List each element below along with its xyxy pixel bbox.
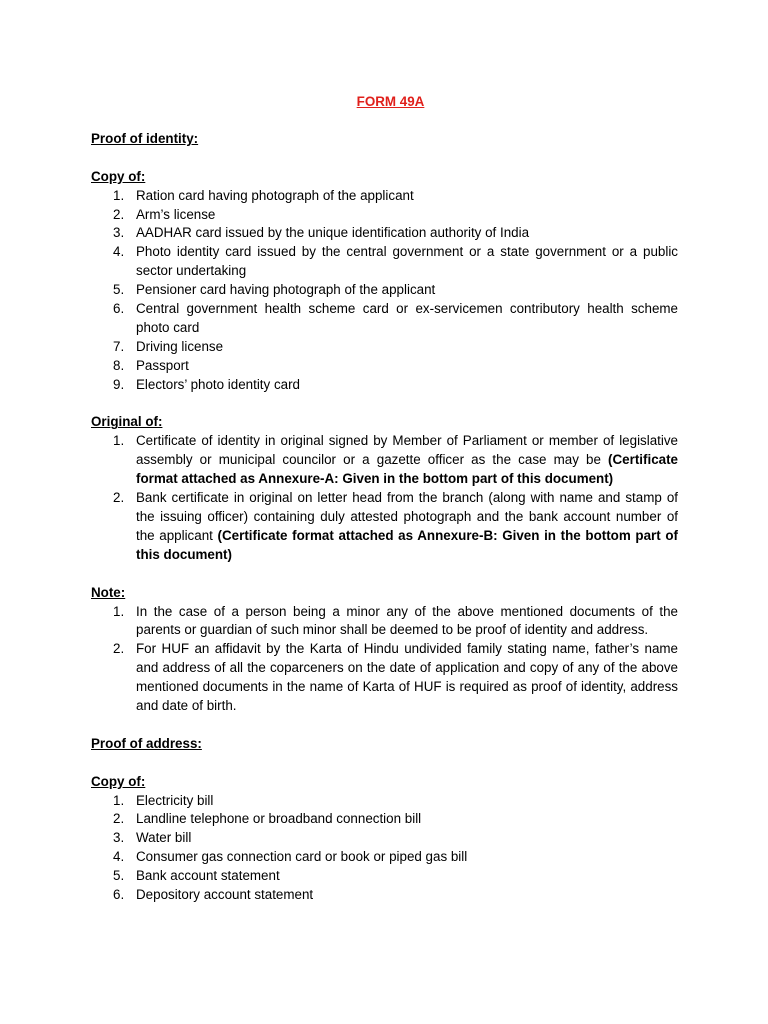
annexure-a-note: (Certificate format attached as Annexure-A: Given in the bottom part of this document) xyxy=(136,452,678,487)
form-title: FORM 49A xyxy=(356,94,425,109)
list-item: 2. Landline telephone or broadband connection bill xyxy=(113,811,422,827)
list-item: 8. Passport xyxy=(113,357,189,373)
identity-copy-of-heading: Copy of: xyxy=(91,168,146,184)
document-page xyxy=(91,93,678,905)
identity-original-list xyxy=(91,432,678,564)
identity-original-of-heading: Original of: xyxy=(91,414,163,430)
list-item: 5. Pensioner card having photograph of the applicant xyxy=(113,282,436,298)
proof-of-identity-heading: Proof of identity: xyxy=(91,130,199,146)
list-item: 2. Bank certificate in original on letter head from the branch (along with name and stamp of the issuing officer) containing duly attested photograph and the bank account number of the applicant (Certificate format attached as Annexure-B: Given in the bottom part of this document) xyxy=(113,490,678,562)
address-copy-of-heading: Copy of: xyxy=(91,773,146,789)
list-item: 2. Arm’s license xyxy=(113,206,216,222)
list-item: 6. Depository account statement xyxy=(113,887,314,903)
list-item: 6. Central government health scheme card or ex-servicemen contributory health scheme photo card xyxy=(113,301,678,335)
list-item: 2. For HUF an affidavit by the Karta of Hindu undivided family stating name, father’s name and address of all the coparceners on the date of application and copy of any of the above mentioned documents in the name of Karta of HUF is required as proof of identity, address and date of birth. xyxy=(113,641,678,714)
identity-copy-list xyxy=(91,187,678,395)
list-item: 1. Ration card having photograph of the applicant xyxy=(113,187,414,203)
list-item: 1. Certificate of identity in original signed by Member of Parliament or member of legislative assembly or municipal councilor or a gazette officer as the case may be (Certificate format attached as Annexure-A: Given in the bottom part of this document) xyxy=(113,433,678,487)
proof-of-address-heading: Proof of address: xyxy=(91,735,202,751)
list-item: 4. Consumer gas connection card or book or piped gas bill xyxy=(113,849,468,865)
list-item: 3. AADHAR card issued by the unique identification authority of India xyxy=(113,225,530,241)
note-heading: Note: xyxy=(91,584,126,600)
list-item: 1. In the case of a person being a minor any of the above mentioned documents of the parents or guardian of such minor shall be deemed to be proof of identity and address. xyxy=(113,603,678,638)
list-item: 7. Driving license xyxy=(113,338,224,354)
list-item: 9. Electors’ photo identity card xyxy=(113,376,300,392)
list-item: 3. Water bill xyxy=(113,830,192,846)
list-item: 4. Photo identity card issued by the central government or a state government or a public sector undertaking xyxy=(113,244,678,279)
list-item: 1. Electricity bill xyxy=(113,792,214,808)
address-copy-list xyxy=(91,792,678,905)
annexure-b-note: (Certificate format attached as Annexure-B: Given in the bottom part of this document) xyxy=(136,527,678,562)
note-list xyxy=(91,603,678,716)
list-item: 5. Bank account statement xyxy=(113,868,280,884)
